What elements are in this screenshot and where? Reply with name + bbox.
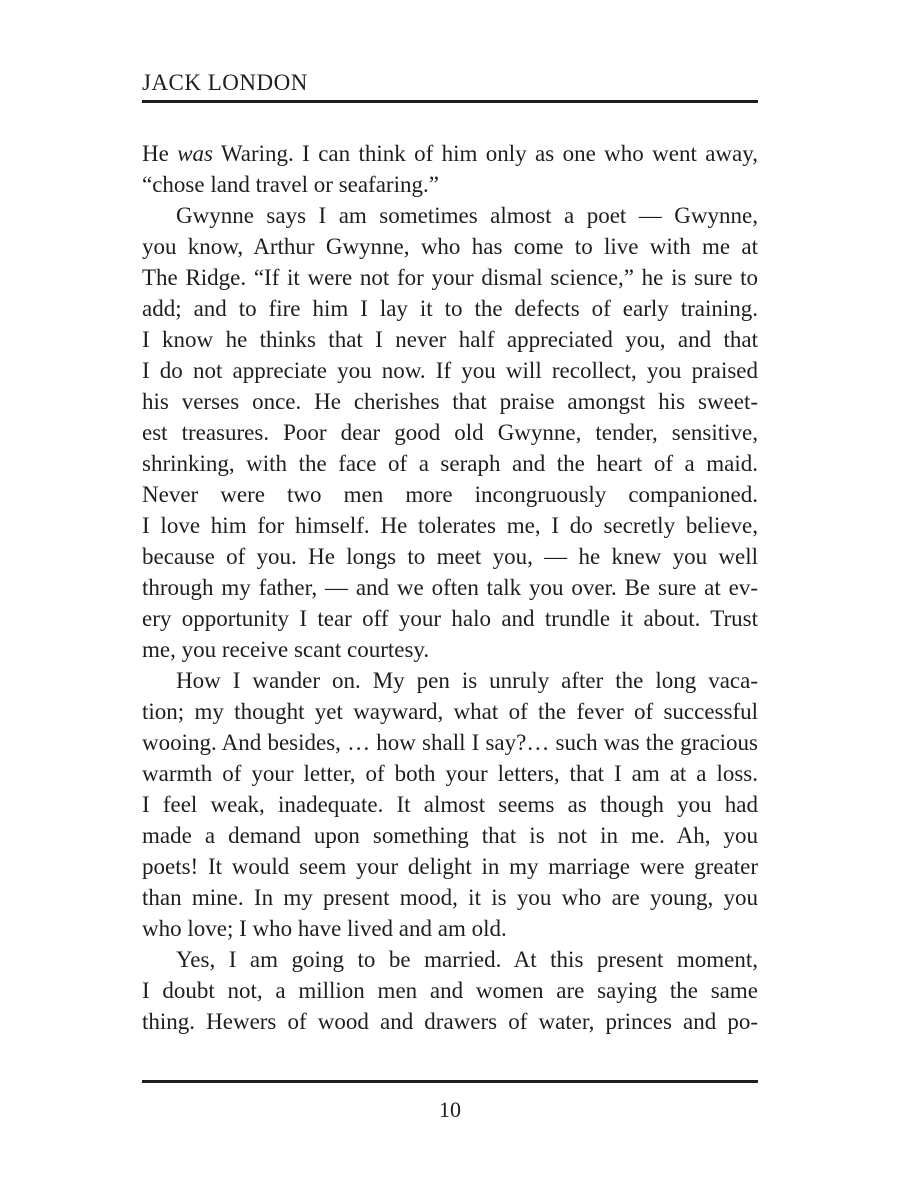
text-line: I do not appreciate you now. If you will recollect, you praised	[142, 358, 758, 383]
text-line: How I wander on. My pen is unruly after the long vaca-	[176, 668, 758, 693]
text-line: add; and to fire him I lay it to the defects of early training.	[142, 296, 758, 321]
text-line: He was Waring. I can think of him only as one who went away,	[142, 141, 758, 166]
text-line: who love; I who have lived and am old.	[142, 916, 507, 941]
paragraph	[142, 665, 758, 944]
text-line: “chose land travel or seafaring.”	[142, 172, 439, 197]
text-line: I know he thinks that I never half appreciated you, and that	[142, 327, 758, 352]
text-line: tion; my thought yet wayward, what of the fever of successful	[142, 699, 758, 724]
text-line: warmth of your letter, of both your letters, that I am at a loss.	[142, 761, 758, 786]
paragraph	[142, 138, 758, 200]
text-line: made a demand upon something that is not in me. Ah, you	[142, 823, 758, 848]
text-line: I love him for himself. He tolerates me, I do secretly believe,	[142, 513, 758, 538]
text-line: wooing. And besides, … how shall I say?… such was the gracious	[142, 730, 758, 755]
text-line: I doubt not, a million men and women are saying the same	[142, 978, 758, 1003]
text-line: his verses once. He cherishes that praise amongst his sweet-	[142, 389, 758, 414]
header-rule	[142, 100, 758, 103]
text-line: you know, Arthur Gwynne, who has come to live with me at	[142, 234, 758, 259]
paragraph	[142, 200, 758, 665]
text-line: est treasures. Poor dear good old Gwynne, tender, sensitive,	[142, 420, 758, 445]
text-line: Yes, I am going to be married. At this present moment,	[176, 947, 758, 972]
footer-rule	[142, 1080, 758, 1083]
text-line: I feel weak, inadequate. It almost seems as though you had	[142, 792, 758, 817]
text-line: ery opportunity I tear off your halo and trundle it about. Trust	[142, 606, 758, 631]
emphasis: was	[177, 141, 213, 166]
running-head: JACK LONDON	[142, 70, 308, 95]
text-line: poets! It would seem your delight in my marriage were greater	[142, 854, 758, 879]
text-line: Never were two men more incongruously companioned.	[142, 482, 758, 507]
text-line: through my father, — and we often talk you over. Be sure at ev-	[142, 575, 758, 600]
text-line: thing. Hewers of wood and drawers of water, princes and po-	[142, 1009, 758, 1034]
text-line: Gwynne says I am sometimes almost a poet — Gwynne,	[176, 203, 758, 228]
text-line: than mine. In my present mood, it is you who are young, you	[142, 885, 758, 910]
paragraph	[142, 944, 758, 1037]
page-number: 10	[439, 1097, 461, 1122]
text-line: The Ridge. “If it were not for your dismal science,” he is sure to	[142, 265, 758, 290]
body-text	[142, 138, 758, 1037]
text-line: because of you. He longs to meet you, — he knew you well	[142, 544, 758, 569]
text-line: shrinking, with the face of a seraph and the heart of a maid.	[142, 451, 758, 476]
text-line: me, you receive scant courtesy.	[142, 637, 430, 662]
